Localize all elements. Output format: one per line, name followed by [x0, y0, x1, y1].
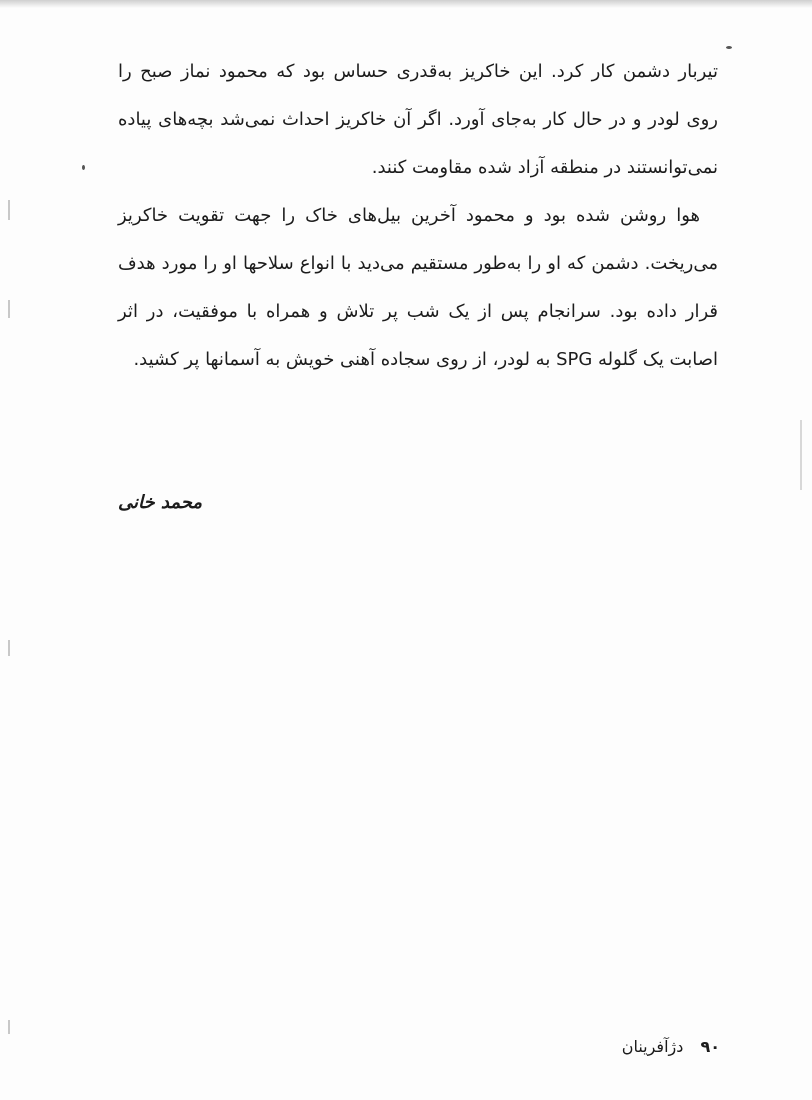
main-text: [118, 48, 718, 384]
paragraph-1: تیربار دشمن کار کرد. این خاکریز به‌قدری حساس بود که محمود نماز صبح را روی لودر و در حال کار به‌جای آورد. اگر آن خاکریز احداث نمی‌شد بچه‌های پیاده نمی‌توانستند در منطقه آزاد شده مقاومت کنند.: [118, 61, 718, 178]
scan-speck: [726, 46, 732, 49]
author-signature: محمد خانی: [118, 492, 203, 513]
scan-margin-mark: [8, 200, 10, 220]
page-number: ۹۰: [700, 1037, 720, 1056]
scan-margin-mark: [8, 640, 10, 656]
scan-margin-mark: [8, 300, 10, 318]
paragraph-2: هوا روشن شده بود و محمود آخرین بیل‌های خاک را جهت تقویت خاکریز می‌ریخت. دشمن که او را به‌طور مستقیم می‌دید با انواع سلاحها او را مورد هدف قرار داده بود. سرانجام پس از یک شب پر تلاش و همراه با موفقیت، در اثر اصابت یک گلوله SPG به لودر، از روی سجاده آهنی خویش به آسمانها پر کشید.: [118, 205, 718, 370]
scan-edge-shadow: [0, 0, 812, 8]
scan-margin-mark: [800, 420, 802, 490]
book-title: دژآفرینان: [621, 1037, 684, 1056]
page-footer: [560, 1034, 720, 1060]
scan-margin-mark: [8, 1020, 10, 1034]
scan-speck: [82, 165, 85, 170]
